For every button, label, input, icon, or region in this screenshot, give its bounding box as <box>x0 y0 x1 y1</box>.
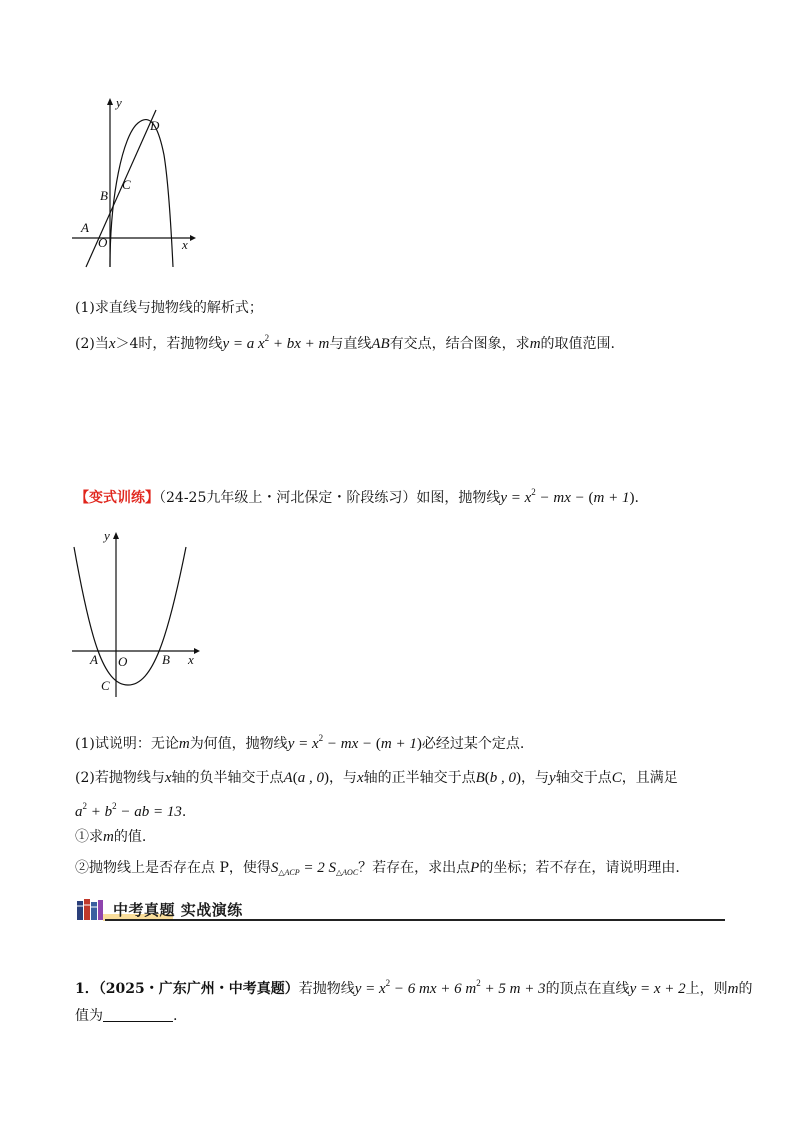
point-b: B(b , 0) <box>475 770 522 786</box>
y-axis-arrow <box>107 98 113 105</box>
exam-equation: $y = x^2 - 6$ mx + 6 $m^2 + 5$ m + 3 <box>354 978 546 997</box>
label-b: B <box>100 188 108 203</box>
header-rule <box>105 919 725 921</box>
section-header <box>75 897 725 923</box>
label-o: O <box>98 235 108 250</box>
variant-q1: (1)试说明：无论m为何值，抛物线$y = x^2$ − mx − (m + 1)必经过某个定点. <box>75 733 525 752</box>
label-a: A <box>90 652 98 667</box>
books-icon <box>75 897 105 923</box>
equation-parabola: y = a $x^2$ + bx + m <box>222 333 330 352</box>
section-title: 中考真题 实战演练 <box>113 901 243 919</box>
condition-equation: $a^2 + b^2$ − ab = 13 <box>75 801 182 820</box>
exam-problem-line2: 值为 . <box>75 1008 178 1024</box>
label-c: C <box>101 678 110 693</box>
graph-parabola-2 <box>68 527 203 702</box>
variant-q2: (2)若抛物线与x轴的负半轴交于点A(a , 0)，与x轴的正半轴交于点B(b , 0)，与y轴交于点C，且满足 <box>75 770 678 786</box>
x-axis-arrow <box>194 648 200 654</box>
problem1-q2: (2)当x＞4时，若抛物线y = a $x^2$ + bx + m与直线AB有交点，结合图象，求m的取值范围. <box>75 333 615 352</box>
variant-q2-condition: $a^2 + b^2$ − ab = 13. <box>75 801 187 820</box>
variant-sub2: ②抛物线上是否存在点 P，使得$S_{\triangle ACP} = 2$ $S_{\triangle AOC}$？若存在，求出点P的坐标；若不存在，请说明理由. <box>75 860 680 877</box>
exam-source: （2025・广东广州・中考真题） <box>98 981 299 997</box>
variant-tag: 【变式训练】 <box>75 490 159 506</box>
label-c: C <box>122 177 131 192</box>
exam-line: y = x + 2 <box>629 981 686 997</box>
variant-equation: $y = x^2$ − mx − (m + 1) <box>500 487 635 506</box>
area-equation: $S_{\triangle ACP} = 2$ $S_{\triangle AOC}$ <box>270 860 359 877</box>
line-ab <box>86 110 156 267</box>
label-y: y <box>116 95 122 110</box>
answer-blank[interactable] <box>103 1007 173 1022</box>
label-y: y <box>104 528 110 543</box>
variant-q1-equation: $y = x^2$ − mx − (m + 1) <box>287 733 422 752</box>
y-axis-arrow <box>113 532 119 539</box>
label-x: x <box>188 652 194 667</box>
label-o: O <box>118 654 128 669</box>
variant-heading: 【变式训练】（24-25九年级上・河北保定・阶段练习）如图，抛物线$y = x^2$ − mx − (m + 1). <box>75 487 639 506</box>
label-a: A <box>81 220 89 235</box>
problem1-q1: (1)求直线与抛物线的解析式； <box>75 300 263 316</box>
graph-parabola-line-1 <box>68 95 198 275</box>
label-x: x <box>182 237 188 252</box>
exam-problem-line1: 1．（2025・广东广州・中考真题）若抛物线$y = x^2 - 6$ mx + 6 $m^2 + 5$ m + 3的顶点在直线y = x + 2上，则m的 <box>75 978 753 997</box>
label-b: B <box>162 652 170 667</box>
x-axis-arrow <box>190 235 196 241</box>
point-a: A(a , 0) <box>283 770 329 786</box>
variant-sub1: ①求m的值. <box>75 829 147 845</box>
label-d: D <box>150 118 160 133</box>
